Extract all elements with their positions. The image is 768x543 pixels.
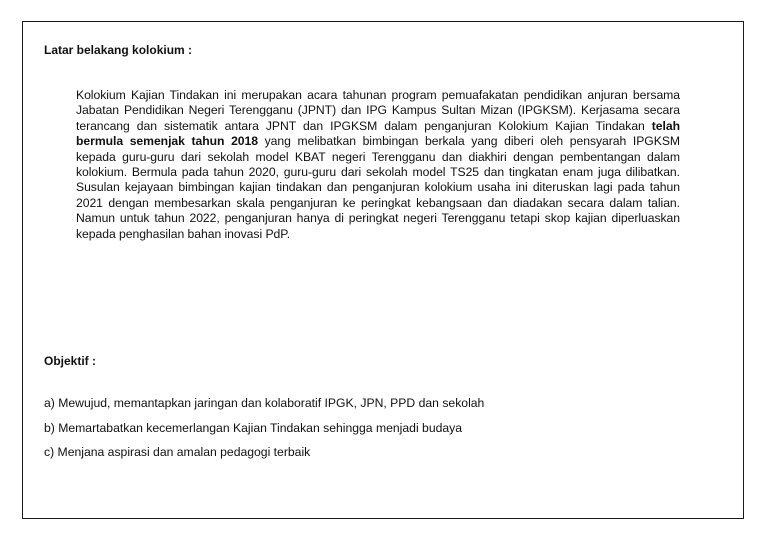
background-heading: Latar belakang kolokium :	[44, 43, 193, 57]
background-paragraph	[76, 88, 680, 242]
objective-item: c) Menjana aspirasi dan amalan pedagogi terbaik	[44, 445, 311, 459]
objectives-list	[44, 395, 484, 469]
paragraph-text-start: Kolokium Kajian Tindakan ini merupakan acara tahunan program pemuafakatan pendidikan anjuran bersama Jabatan Pendidikan Negeri Terengganu (JPNT) dan IPG Kampus Sultan Mizan (IPGKSM). Kerjasama secara terancang dan sistematik antara JPNT dan IPGKSM dalam penganjuran Kolokium Kajian Tindakan	[76, 88, 680, 133]
objective-item: b) Memartabatkan kecemerlangan Kajian Tindakan sehingga menjadi budaya	[44, 420, 463, 435]
objectives-heading: Objektif :	[44, 354, 97, 368]
objective-item: a) Mewujud, memantapkan jaringan dan kolaboratif IPGK, JPN, PPD dan sekolah	[44, 396, 485, 410]
paragraph-bold-text: telah bermula semenjak tahun 2018	[76, 118, 680, 149]
paragraph-text-end: yang melibatkan bimbingan berkala yang diberi oleh pensyarah IPGKSM kepada guru-guru dari sekolah model KBAT negeri Terengganu dan diakhiri dengan pembentangan dalam kolokium. Bermula pada tahun 2020, guru-guru dari sekolah model TS25 dan tingkatan enam juga dilibatkan. Susulan kejayaan bimbingan kajian tindakan dan penganjuran kolokium usaha ini diteruskan lagi pada tahun 2021 dengan membesarkan skala penganjuran ke peringkat kebangsaan dan diadakan secara dalam talian. Namun untuk tahun 2022, penganjuran hanya di peringkat negeri Terengganu tetapi skop kajian diperluaskan kepada penghasilan bahan inovasi PdP.	[76, 134, 680, 241]
